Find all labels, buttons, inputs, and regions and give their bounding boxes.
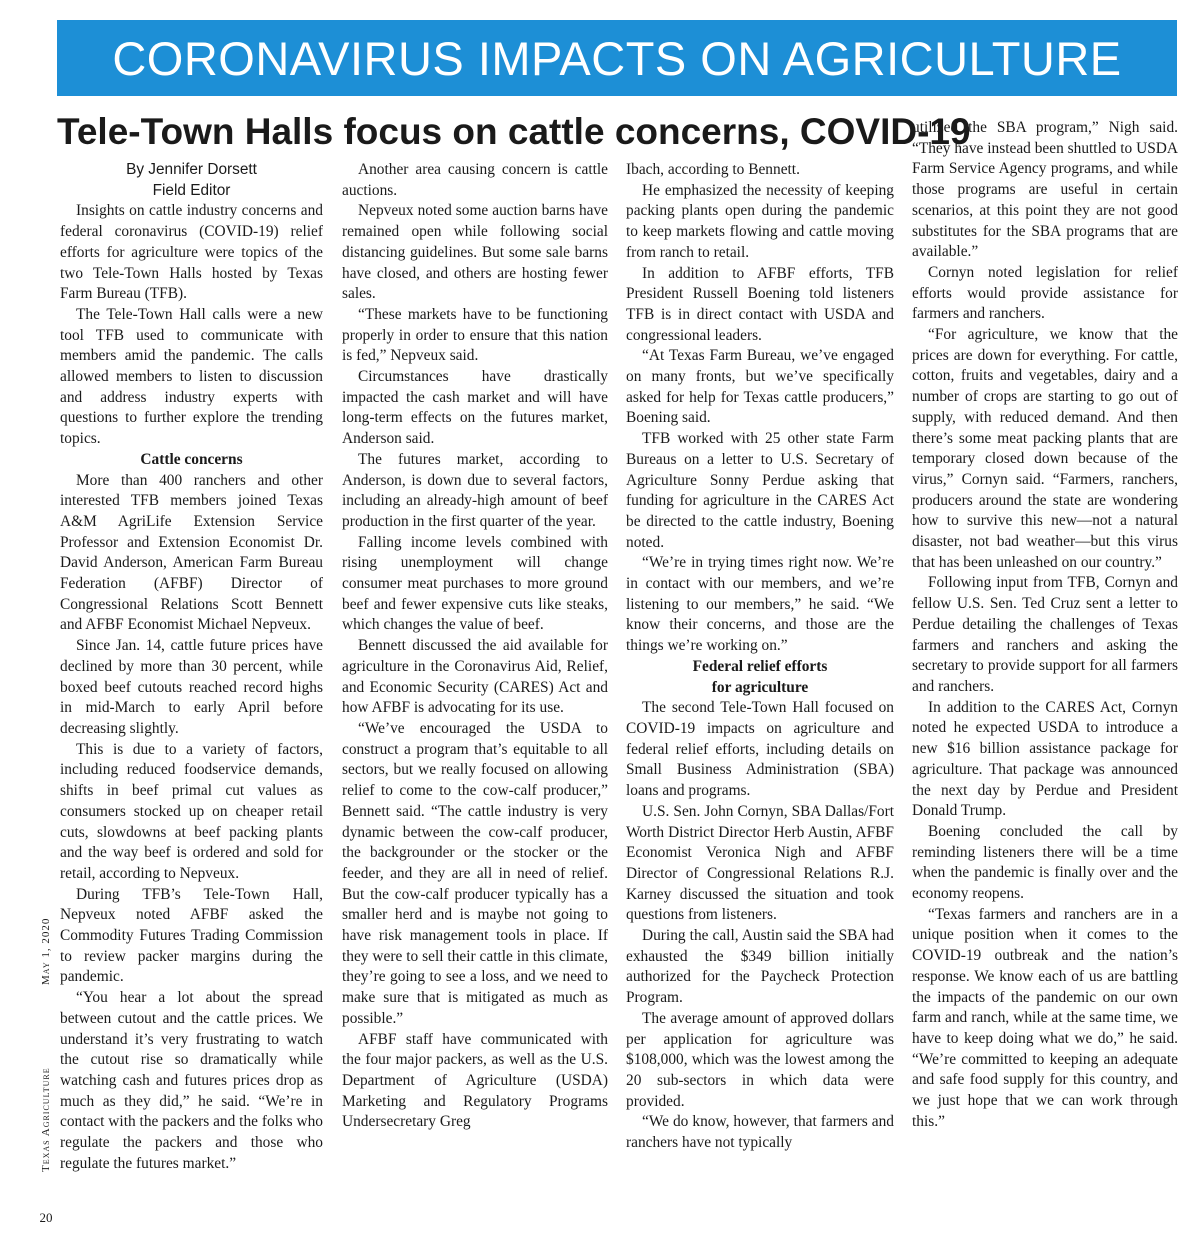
byline-author: By Jennifer Dorsett: [126, 161, 257, 178]
paragraph: TFB worked with 25 other state Farm Bureaus on a letter to U.S. Secretary of Agriculture Sonny Perdue asking that funding for agriculture in the CARES Act be directed to the cattle industry, Boening noted.: [626, 430, 894, 551]
article-column-3: [626, 160, 894, 1240]
paragraph: The average amount of approved dollars per application for agriculture was $108,000, which was the lowest among the 20 sub-sectors in which data were provided.: [626, 1009, 894, 1110]
paragraph: “For agriculture, we know that the prices are down for everything. For cattle, cotton, fruits and vegetables, dairy and a number of crops are starting to go out of supply, with reduced demand. And then there’s some meat packing plants that are temporary closed down because of the virus,” Cornyn said. “Farmers, ranchers, producers around the state are wondering how to survive this new—not a natural disaster, not bad weather—but this virus that has been unleashed on our country.”: [912, 326, 1178, 571]
paragraph: “Texas farmers and ranchers are in a unique position when it comes to the COVID-19 outbreak and the nation’s response. We know each of us are battling the impacts of the pandemic on our own farm and ranch, while at the same time, we have to keep doing what we do,” he said. “We’re committed to keeping an adequate and safe food supply for this country, and we just hope that we can work through this.”: [912, 905, 1178, 1130]
paragraph: AFBF staff have communicated with the four major packers, as well as the U.S. Department of Agriculture (USDA) Marketing and Regulatory Programs Undersecretary Greg: [342, 1030, 608, 1131]
paragraph: “We do know, however, that farmers and ranchers have not typically: [626, 1113, 894, 1152]
paragraph: “At Texas Farm Bureau, we’ve engaged on many fronts, but we’ve specifically asked for help for Texas cattle producers,” Boening said.: [626, 347, 894, 427]
byline-title: Field Editor: [152, 181, 231, 199]
paragraph: Another area causing concern is cattle auctions.: [342, 161, 608, 199]
paragraph: He emphasized the necessity of keeping packing plants open during the pandemic to keep markets flowing and cattle moving from ranch to retail.: [626, 181, 894, 261]
paragraph: The Tele-Town Hall calls were a new tool TFB used to communicate with members amid the pandemic. The calls allowed members to listen to discussion and address industry experts with questions to further explore the trending topics.: [60, 305, 323, 448]
paragraph: Following input from TFB, Cornyn and fellow U.S. Sen. Ted Cruz sent a letter to Perdue detailing the challenges of Texas farmers and ranchers and asking the secretary to provide support for all farmers and ranchers.: [912, 574, 1178, 695]
section-banner: CORONAVIRUS IMPACTS ON AGRICULTURE: [57, 20, 1177, 96]
paragraph: “These markets have to be functioning properly in order to ensure that this nation is fed,” Nepveux said.: [342, 305, 608, 365]
paragraph: “We’re in trying times right now. We’re in contact with our members, and we’re listening to our members,” he said. “We know their concerns, and those are the things we’re working on.”: [626, 554, 894, 655]
article-column-4: [912, 118, 1178, 1243]
paragraph: The second Tele-Town Hall focused on COVID-19 impacts on agriculture and federal relief efforts, including details on Small Business Administration (SBA) loans and programs.: [626, 699, 894, 800]
paragraph: In addition to the CARES Act, Cornyn noted he expected USDA to introduce a new $16 billion assistance package for agriculture. That package was announced the next day by Perdue and President Donald Trump.: [912, 698, 1178, 820]
paragraph: “You hear a lot about the spread between cutout and the cattle prices. We understand it’s very frustrating to watch the cutout rise so dramatically while watching cash and futures prices drop as much as they did,” he said. “We’re in contact with the packers and the folks who regulate the packers and those who regulate the futures market.”: [60, 989, 323, 1172]
paragraph: utilized the SBA program,” Nigh said. “They have instead been shuttled to USDA Farm Service Agency programs, and while those programs are useful in certain scenarios, at this point they are not good substitutes for the SBA programs that are available.”: [912, 119, 1178, 261]
paragraph: This is due to a variety of factors, including reduced foodservice demands, shifts in beef primal cut values as consumers stocked up on cheaper retail cuts, slowdowns at beef packing plants and the way beef is ordered and sold for retail, according to Nepveux.: [60, 740, 323, 882]
subheading: Cattle concerns: [140, 450, 243, 468]
issue-date: May 1, 2020: [40, 917, 52, 985]
paragraph: U.S. Sen. John Cornyn, SBA Dallas/Fort Worth District Director Herb Austin, AFBF Economist Veronica Nigh and AFBF Director of Congressional Relations R.J. Karney discussed the situation and took questions from listeners.: [626, 802, 894, 924]
article-column-1: [60, 160, 323, 1240]
page-number: 20: [39, 1210, 53, 1225]
paragraph: Nepveux noted some auction barns have remained open while following social distancing guidelines. But some sale barns have closed, and others are hosting fewer sales.: [342, 202, 608, 303]
paragraph: During TFB’s Tele-Town Hall, Nepveux noted AFBF asked the Commodity Futures Trading Commission to review packer margins during the pandemic.: [60, 885, 323, 986]
paragraph: Bennett discussed the aid available for agriculture in the Coronavirus Aid, Relief, and Economic Security (CARES) Act and how AFBF is advocating for its use.: [342, 637, 608, 717]
publication-name: Texas Agriculture: [40, 1067, 52, 1172]
article-column-2: [342, 160, 608, 1240]
paragraph: Boening concluded the call by reminding listeners there will be a time when the pandemic is finally over and the economy reopens.: [912, 822, 1178, 903]
paragraph: During the call, Austin said the SBA had exhausted the $349 billion initially authorized for the Paycheck Protection Program.: [626, 927, 894, 1007]
subheading: for agriculture: [711, 678, 809, 696]
paragraph: The futures market, according to Anderson, is down due to several factors, including an already-high amount of beef production in the first quarter of the year.: [342, 450, 608, 530]
paragraph: “We’ve encouraged the USDA to construct a program that’s equitable to all sectors, but we really focused on allowing relief to come to the cow-calf producer,” Bennett said. “The cattle industry is very dynamic between the cow-calf producer, the backgrounder or the stocker or the feeder, and they are all in need of relief. But the cow-calf producer typically has a smaller herd and is maybe not going to have risk management tools in place. If they were to sell their cattle in this climate, they’re going to see a loss, and we need to make sure that is mitigated as much as possible.”: [342, 719, 608, 1027]
paragraph: More than 400 ranchers and other interested TFB members joined Texas A&M AgriLife Extension Service Professor and Extension Economist Dr. David Anderson, American Farm Bureau Federation (AFBF) Director of Congressional Relations Scott Bennett and AFBF Economist Michael Nepveux.: [60, 471, 323, 634]
paragraph: Since Jan. 14, cattle future prices have declined by more than 30 percent, while boxed beef cutouts reached record highs in mid-March to early April before decreasing slightly.: [60, 637, 323, 737]
paragraph: Ibach, according to Bennett.: [626, 161, 800, 178]
subheading: Federal relief efforts: [692, 657, 828, 675]
paragraph: Insights on cattle industry concerns and federal coronavirus (COVID-19) relief efforts for agriculture were topics of the two Tele-Town Halls hosted by Texas Farm Bureau (TFB).: [60, 202, 323, 303]
article-headline: Tele-Town Halls focus on cattle concerns, COVID-19: [57, 111, 971, 152]
paragraph: Falling income levels combined with rising unemployment will change consumer meat purchases to more ground beef and fewer expensive cuts like steaks, which changes the value of beef.: [342, 533, 608, 634]
paragraph: In addition to AFBF efforts, TFB President Russell Boening told listeners TFB is in direct contact with USDA and congressional leaders.: [626, 264, 894, 344]
paragraph: Circumstances have drastically impacted the cash market and will have long-term effects on the futures market, Anderson said.: [342, 368, 608, 448]
paragraph: Cornyn noted legislation for relief efforts would provide assistance for farmers and ranchers.: [912, 263, 1178, 323]
